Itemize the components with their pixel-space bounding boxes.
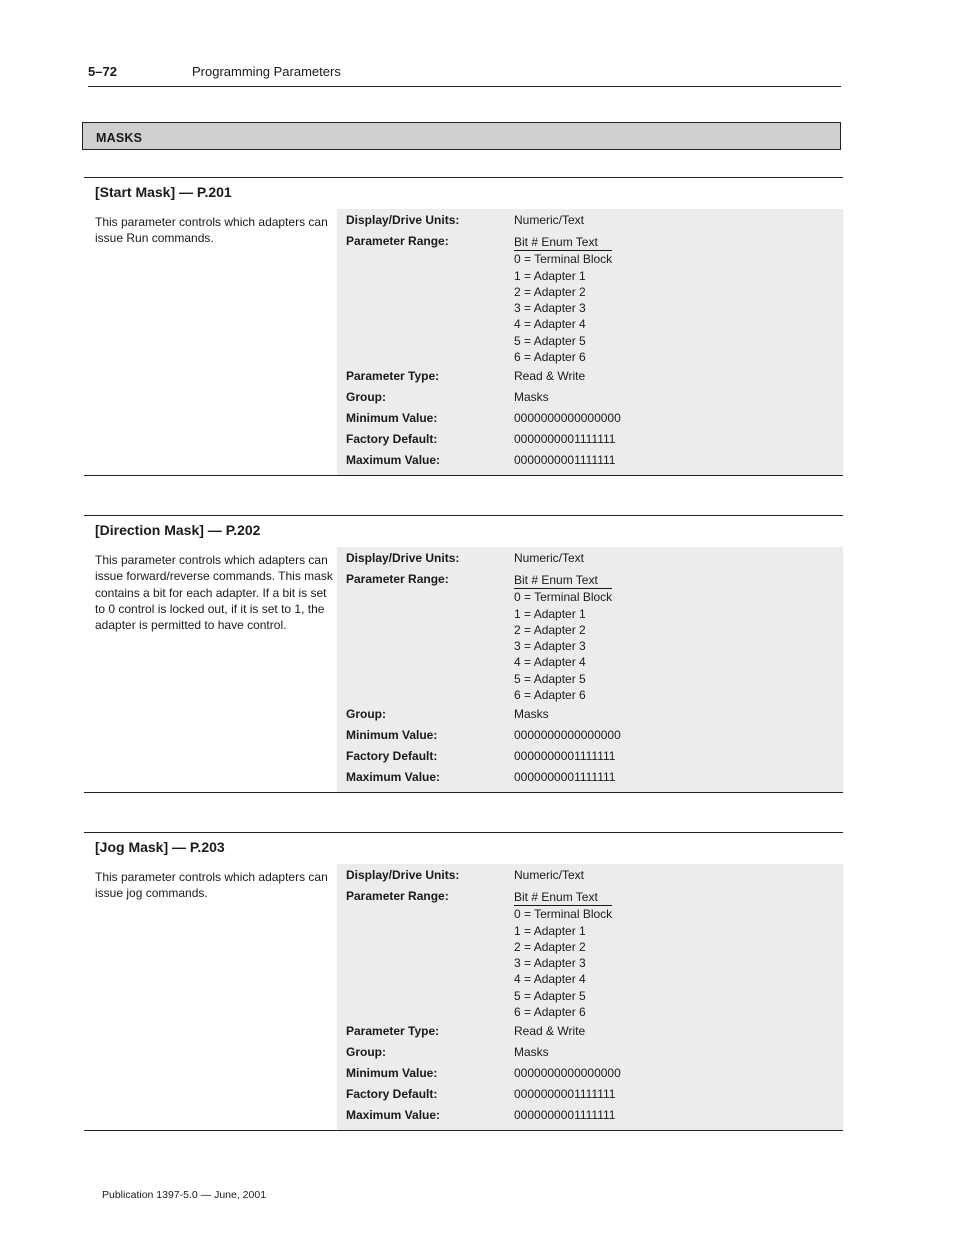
enum-item: 3 = Adapter 3 (514, 639, 586, 654)
enum-header: Bit # Enum Text (514, 573, 598, 587)
spec-value: 0000000001111111 (514, 432, 616, 446)
enum-item: 2 = Adapter 2 (514, 284, 586, 299)
param-block-direction-mask (84, 515, 843, 795)
spec-row-group (337, 703, 843, 724)
spec-label: Parameter Range: (346, 889, 449, 903)
spec-value: Read & Write (514, 369, 586, 383)
param-title: [Direction Mask] — P.202 (95, 522, 261, 538)
spec-label: Group: (346, 1045, 386, 1059)
spec-label: Parameter Type: (346, 1024, 440, 1038)
spec-label: Parameter Type: (346, 369, 440, 383)
spec-value: 0000000001111111 (514, 749, 616, 763)
spec-value: 0000000001111111 (514, 1087, 616, 1101)
enum-item: 2 = Adapter 2 (514, 939, 586, 954)
enum-item: 3 = Adapter 3 (514, 301, 586, 316)
spec-panel (337, 209, 843, 475)
spec-label: Factory Default: (346, 1087, 438, 1101)
page-number: 5–72 (88, 64, 117, 79)
enum-item: 6 = Adapter 6 (514, 1005, 586, 1020)
spec-value: 0000000000000000 (514, 728, 621, 742)
param-title: [Jog Mask] — P.203 (95, 839, 225, 855)
param-block-start-mask (84, 177, 843, 477)
spec-row-maximum-value (337, 449, 843, 470)
section-title: MASKS (96, 131, 143, 145)
spec-value: 0000000001111111 (514, 453, 616, 467)
spec-row-minimum-value (337, 724, 843, 745)
spec-row-display-units (337, 209, 843, 230)
spec-row-maximum-value (337, 766, 843, 787)
enum-item: 2 = Adapter 2 (514, 622, 586, 637)
spec-label: Maximum Value: (346, 453, 441, 467)
enum-list (514, 234, 612, 365)
param-title: [Start Mask] — P.201 (95, 184, 232, 200)
spec-row-parameter-range (337, 230, 843, 365)
spec-row-parameter-type (337, 365, 843, 386)
enum-item: 5 = Adapter 5 (514, 671, 586, 686)
enum-item: 4 = Adapter 4 (514, 972, 586, 987)
param-description: This parameter controls which adapters can issue Run commands. (95, 215, 328, 246)
spec-label: Display/Drive Units: (346, 213, 460, 227)
spec-label: Group: (346, 707, 386, 721)
spec-label: Parameter Range: (346, 234, 449, 248)
spec-label: Minimum Value: (346, 728, 438, 742)
param-block-jog-mask (84, 832, 843, 1132)
enum-item: 0 = Terminal Block (514, 252, 613, 267)
spec-row-factory-default (337, 428, 843, 449)
block-bottom-rule (84, 1130, 843, 1131)
spec-row-parameter-type (337, 1020, 843, 1041)
enum-list (514, 889, 612, 1020)
spec-label: Group: (346, 390, 386, 404)
enum-header: Bit # Enum Text (514, 890, 598, 904)
enum-item: 5 = Adapter 5 (514, 333, 586, 348)
section-banner (82, 122, 841, 150)
spec-label: Minimum Value: (346, 411, 438, 425)
spec-row-display-units (337, 547, 843, 568)
enum-item: 1 = Adapter 1 (514, 268, 586, 283)
enum-item: 5 = Adapter 5 (514, 988, 586, 1003)
spec-row-minimum-value (337, 407, 843, 428)
spec-value: 0000000001111111 (514, 770, 616, 784)
spec-label: Factory Default: (346, 749, 438, 763)
spec-row-group (337, 1041, 843, 1062)
publication-footer: Publication 1397-5.0 — June, 2001 (102, 1189, 267, 1201)
spec-label: Display/Drive Units: (346, 868, 460, 882)
header-rule (88, 86, 841, 87)
enum-item: 0 = Terminal Block (514, 590, 613, 605)
spec-row-parameter-range (337, 885, 843, 1020)
spec-row-minimum-value (337, 1062, 843, 1083)
spec-label: Parameter Range: (346, 572, 449, 586)
spec-value: Numeric/Text (514, 213, 585, 227)
spec-row-factory-default (337, 745, 843, 766)
enum-item: 1 = Adapter 1 (514, 606, 586, 621)
spec-value: 0000000000000000 (514, 411, 621, 425)
enum-item: 6 = Adapter 6 (514, 350, 586, 365)
spec-value: 0000000000000000 (514, 1066, 621, 1080)
param-description: This parameter controls which adapters can issue forward/reverse commands. This mask contains a bit for each adapter. If a bit is set to 0 control is locked out, if it is set to 1, the adapter is permitted to have control. (95, 553, 333, 633)
spec-value: Masks (514, 1045, 549, 1059)
enum-item: 4 = Adapter 4 (514, 317, 586, 332)
spec-value: 0000000001111111 (514, 1108, 616, 1122)
enum-header: Bit # Enum Text (514, 235, 598, 249)
block-bottom-rule (84, 792, 843, 793)
spec-label: Maximum Value: (346, 1108, 441, 1122)
spec-row-maximum-value (337, 1104, 843, 1125)
spec-row-group (337, 386, 843, 407)
enum-list (514, 572, 612, 703)
spec-row-factory-default (337, 1083, 843, 1104)
block-top-rule (84, 832, 843, 833)
block-top-rule (84, 177, 843, 178)
spec-row-parameter-range (337, 568, 843, 703)
spec-value: Read & Write (514, 1024, 586, 1038)
running-title: Programming Parameters (192, 64, 341, 79)
spec-label: Minimum Value: (346, 1066, 438, 1080)
spec-label: Display/Drive Units: (346, 551, 460, 565)
spec-row-display-units (337, 864, 843, 885)
spec-value: Masks (514, 390, 549, 404)
enum-item: 0 = Terminal Block (514, 907, 613, 922)
param-description: This parameter controls which adapters can issue jog commands. (95, 870, 328, 901)
spec-value: Numeric/Text (514, 551, 585, 565)
block-top-rule (84, 515, 843, 516)
spec-value: Masks (514, 707, 549, 721)
spec-value: Numeric/Text (514, 868, 585, 882)
spec-panel (337, 864, 843, 1130)
enum-item: 3 = Adapter 3 (514, 956, 586, 971)
block-bottom-rule (84, 475, 843, 476)
spec-label: Maximum Value: (346, 770, 441, 784)
enum-item: 1 = Adapter 1 (514, 923, 586, 938)
enum-item: 4 = Adapter 4 (514, 655, 586, 670)
spec-panel (337, 547, 843, 792)
spec-label: Factory Default: (346, 432, 438, 446)
enum-item: 6 = Adapter 6 (514, 688, 586, 703)
